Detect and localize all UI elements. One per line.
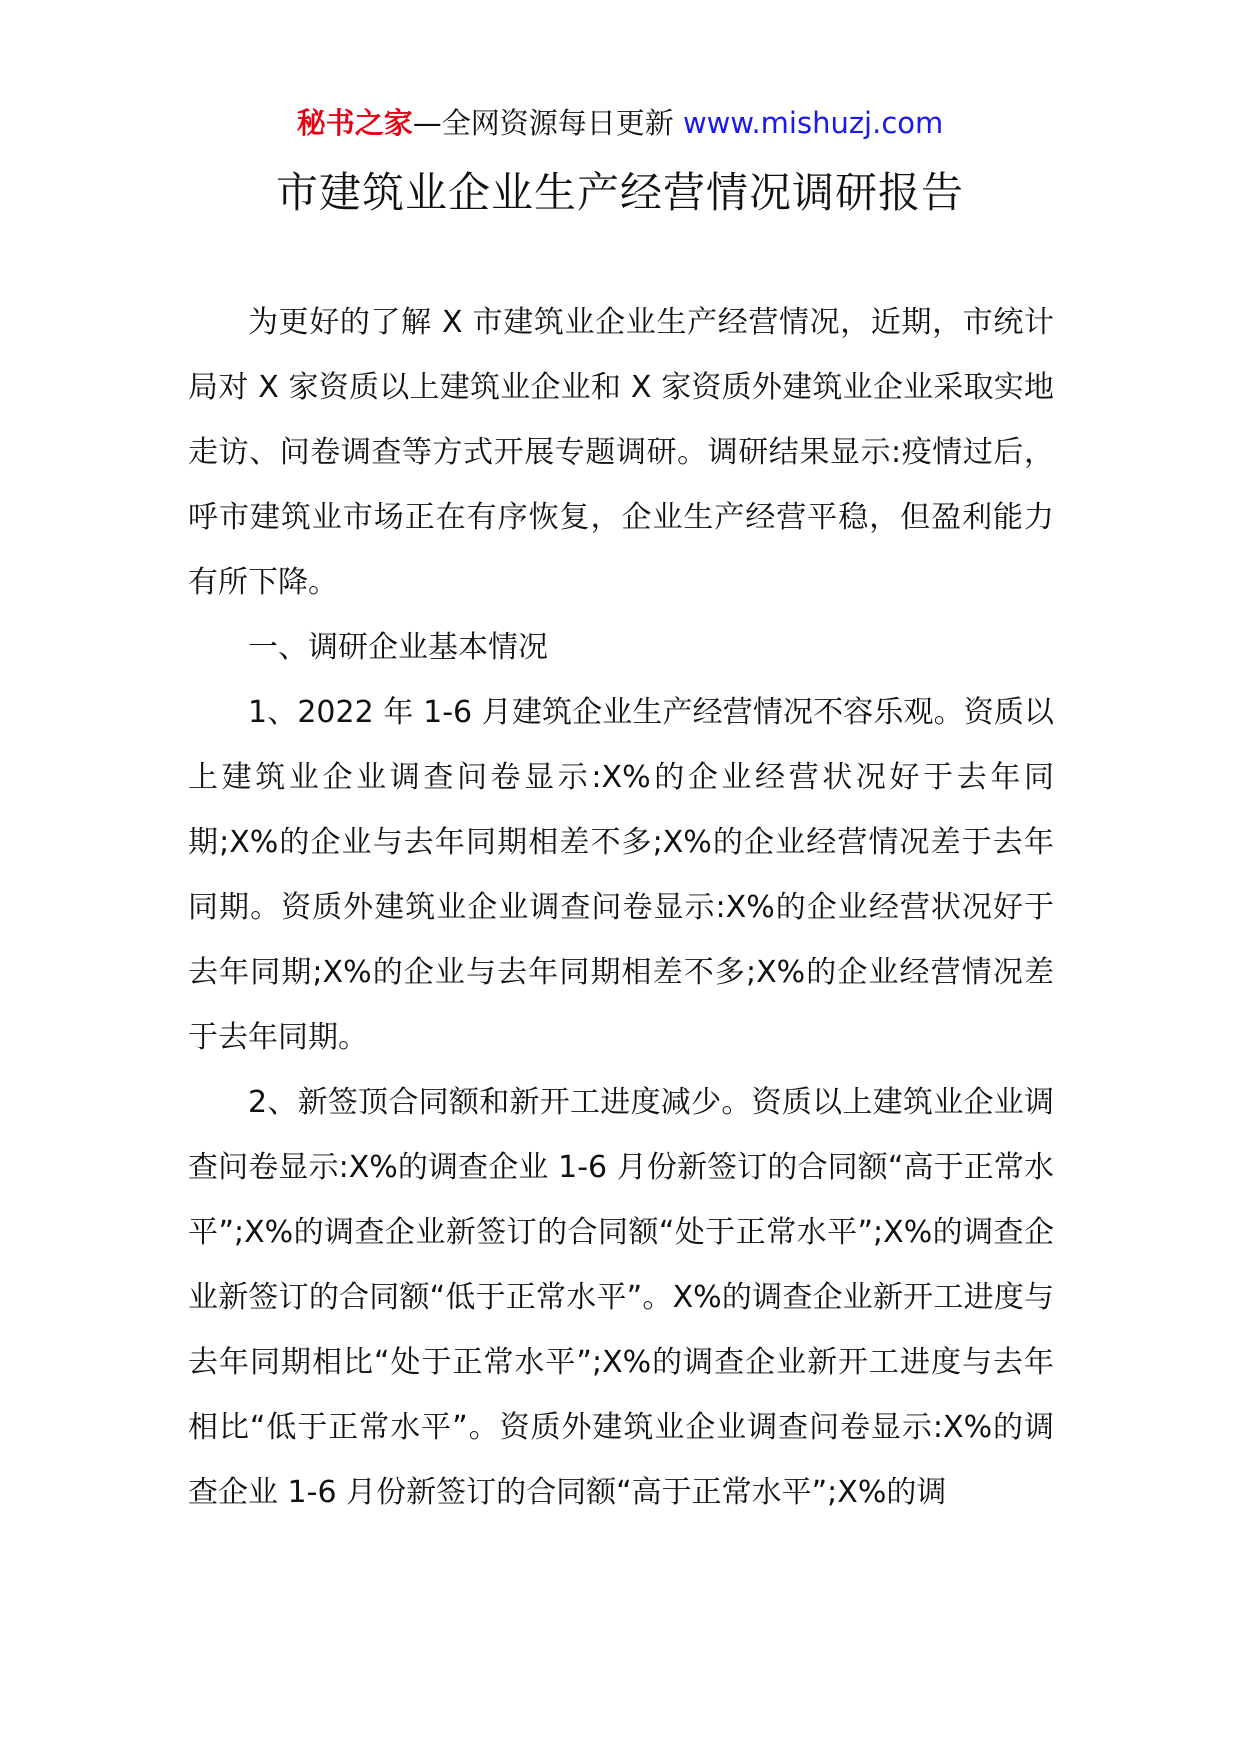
document-body	[188, 290, 1054, 1525]
site-url-link[interactable]: www.mishuzj.com	[682, 106, 944, 140]
site-header	[0, 102, 1240, 144]
intro-paragraph: 为更好的了解 X 市建筑业企业生产经营情况，近期，市统计局对 X 家资质以上建筑业企业和 X 家资质外建筑业企业采取实地走访、问卷调查等方式开展专题调研。调研结果显示:疫情过后，呼市建筑业市场正在有序恢复，企业生产经营平稳，但盈利能力有所下降。	[188, 305, 1054, 600]
paragraph-item-1: 1、2022 年 1-6 月建筑企业生产经营情况不容乐观。资质以上建筑业企业调查问卷显示:X%的企业经营状况好于去年同期;X%的企业与去年同期相差不多;X%的企业经营情况差于去年同期。资质外建筑业企业调查问卷显示:X%的企业经营状况好于去年同期;X%的企业与去年同期相差不多;X%的企业经营情况差于去年同期。	[188, 695, 1054, 1055]
section-heading: 一、调研企业基本情况	[248, 630, 548, 665]
brand-name: 秘书之家	[296, 106, 413, 140]
header-slogan: —全网资源每日更新	[412, 106, 683, 140]
document-title: 市建筑业企业生产经营情况调研报告	[275, 168, 964, 217]
paragraph-item-2: 2、新签顶合同额和新开工进度减少。资质以上建筑业企业调查问卷显示:X%的调查企业 1-6 月份新签订的合同额“高于正常水平”;X%的调查企业新签订的合同额“处于正常水平”;X%的调查企业新签订的合同额“低于正常水平”。X%的调查企业新开工进度与去年同期相比“处于正常水平”;X%的调查企业新开工进度与去年相比“低于正常水平”。资质外建筑业企业调查问卷显示:X%的调查企业 1-6 月份新签订的合同额“高于正常水平”;X%的调	[188, 1085, 1054, 1510]
